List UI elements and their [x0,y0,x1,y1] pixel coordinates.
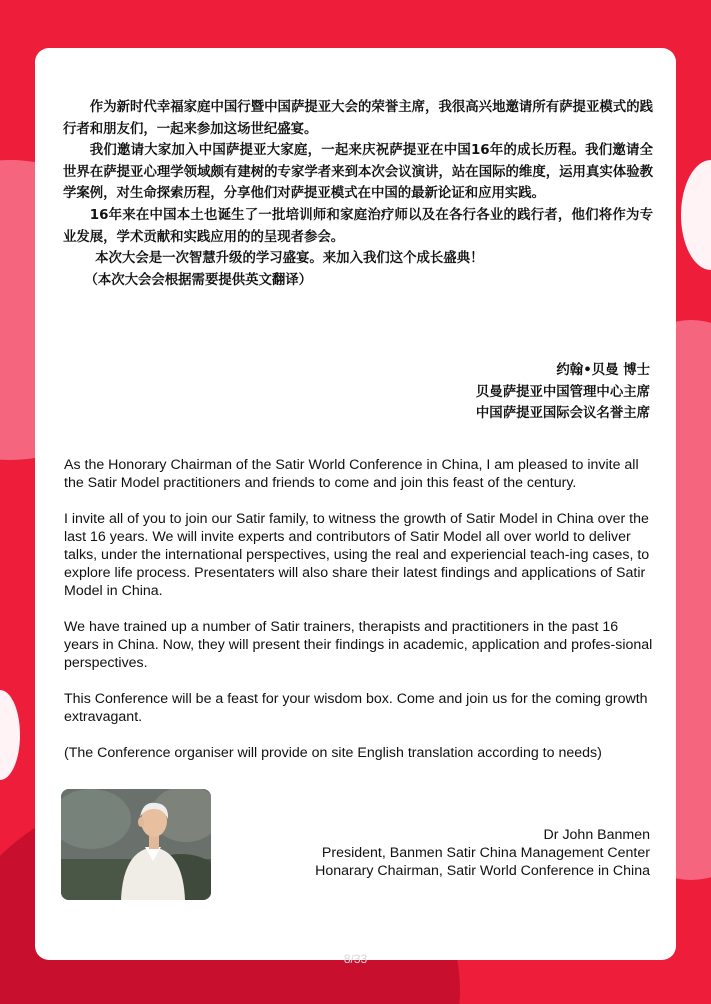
chinese-letter-body [63,97,653,291]
chinese-paragraph: 作为新时代幸福家庭中国行暨中国萨提亚大会的荣誉主席，我很高兴地邀请所有萨提亚模式的践行者和朋友们，一起来参加这场世纪盛宴。 [63,100,653,137]
chinese-signature-title: 中国萨提亚国际会议名誉主席 [475,406,650,422]
page-number: 8/33 [343,952,368,966]
chinese-paragraph: 我们邀请大家加入中国萨提亚大家庭，一起来庆祝萨提亚在中国16年的成长历程。我们邀请全世界在萨提亚心理学领域颇有建树的专家学者来到本次会议演讲，站在国际的维度，运用真实体验教学案例，对生命探索历程，分享他们对萨提亚模式在中国的最新论证和应用实践。 [63,143,653,202]
english-paragraph: I invite all of you to join our Satir family, to witness the growth of Satir Model in China over the last 16 years. We will invite experts and contributors of Satir Model all over world to deliver talks, under the international perspectives, using the real and experiencial teach-ing cases, to explore life process. Presentaters will also share their latest findings and applications of Satir Model in China. [64,511,650,599]
english-letter-body [64,456,654,780]
english-signature-name: Dr John Banmen [543,827,650,843]
background-circle [0,690,20,780]
english-paragraph: (The Conference organiser will provide on site English translation according to needs) [64,745,602,761]
english-paragraph: As the Honorary Chairman of the Satir World Conference in China, I am pleased to invite all the Satir Model practitioners and friends to come and join this feast of the century. [64,457,639,491]
english-signature [315,826,650,880]
chinese-paragraph: 16年来在中国本土也诞生了一批培训师和家庭治疗师以及在各行各业的践行者，他们将作为专业发展，学术贡献和实践应用的的呈现者参会。 [63,207,653,245]
portrait-photo [61,789,211,900]
chinese-paragraph: 本次大会是一次智慧升级的学习盛宴。来加入我们这个成长盛典！ [95,251,484,267]
english-signature-title: President, Banmen Satir China Management Center [321,845,650,861]
chinese-paragraph: （本次大会会根据需要提供英文翻译） [84,272,313,288]
english-paragraph: This Conference will be a feast for your wisdom box. Come and join us for the coming growth extravagant. [64,691,648,725]
english-paragraph: We have trained up a number of Satir trainers, therapists and practitioners in the past 16 years in China. Now, they will present their findings in academic, application and profes-sional perspectives. [64,619,653,671]
chinese-signature-name: 约翰•贝曼 博士 [556,363,650,378]
portrait-illustration [61,789,211,900]
chinese-signature-title: 贝曼萨提亚中国管理中心主席 [475,384,650,400]
english-signature-title: Honarary Chairman, Satir World Conference in China [315,863,650,879]
background-circle [681,160,711,270]
letter-card [35,48,676,966]
chinese-signature [476,360,650,425]
